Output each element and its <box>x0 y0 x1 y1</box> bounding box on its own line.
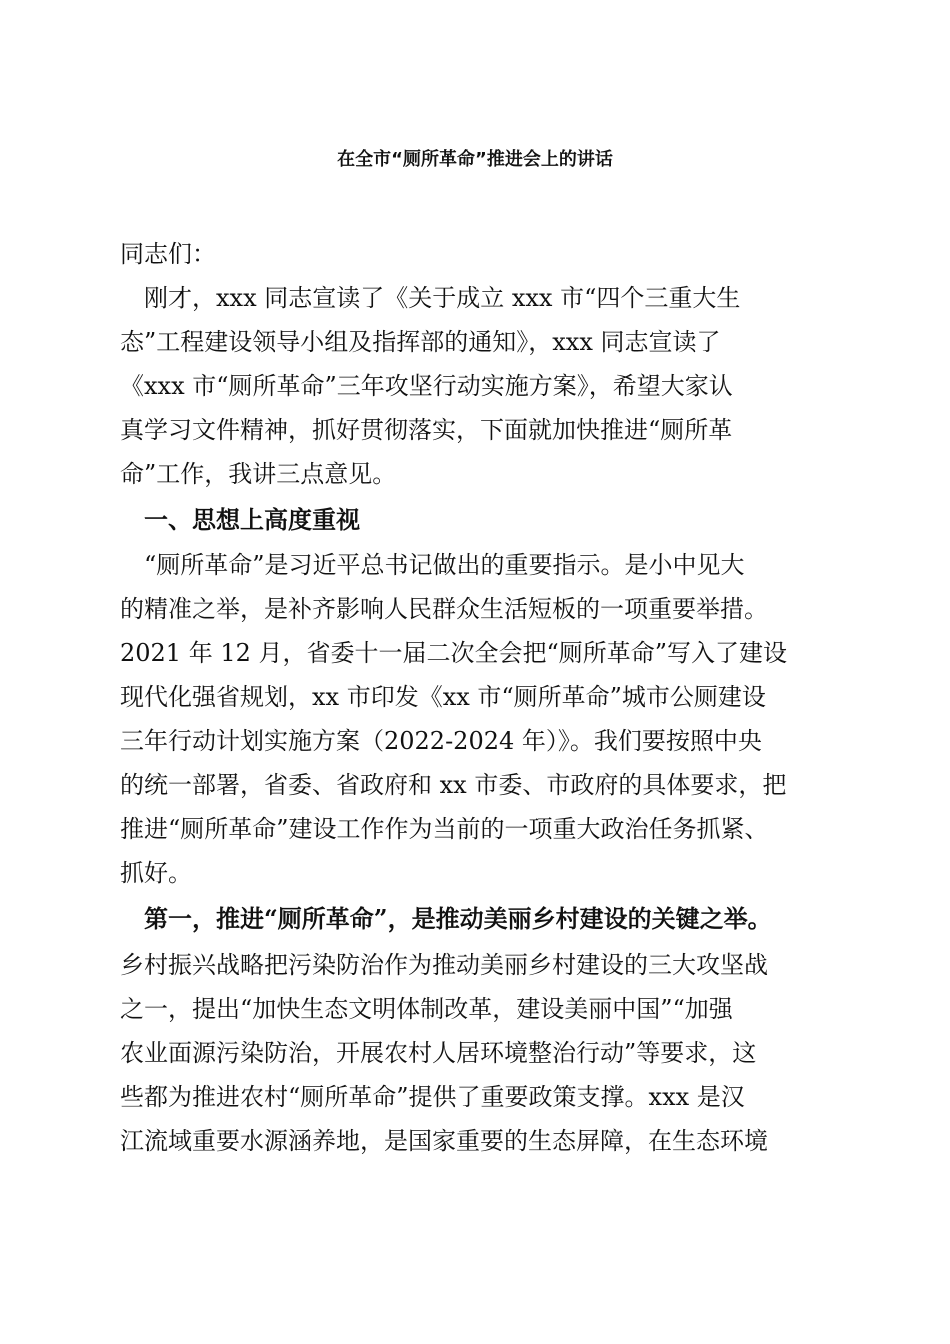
section-heading: 一、思想上高度重视 <box>120 506 360 534</box>
paragraph-line: 态”工程建设领导小组及指挥部的通知》，xxx 同志宣读了 <box>120 328 721 356</box>
paragraph-line: 乡村振兴战略把污染防治作为推动美丽乡村建设的三大攻坚战 <box>120 951 768 979</box>
paragraph-line: 江流域重要水源涵养地，是国家重要的生态屏障，在生态环境 <box>120 1127 768 1155</box>
paragraph-line: 推进“厕所革命”建设工作作为当前的一项重大政治任务抓紧、 <box>120 815 769 843</box>
document-title: 在全市“厕所革命”推进会上的讲话 <box>337 149 613 170</box>
paragraph-line: 之一，提出“加快生态文明体制改革，建设美丽中国”“加强 <box>120 995 733 1023</box>
paragraph-line: 真学习文件精神，抓好贯彻落实，下面就加快推进“厕所革 <box>120 416 733 444</box>
paragraph-line: 三年行动计划实施方案（2022-2024 年）》。我们要按照中央 <box>120 727 762 755</box>
paragraph-line: 抓好。 <box>120 859 192 887</box>
paragraph-line: 些都为推进农村“厕所革命”提供了重要政策支撑。xxx 是汉 <box>120 1083 745 1111</box>
paragraph-line: “厕所革命”是习近平总书记做出的重要指示。是小中见大 <box>120 551 745 579</box>
paragraph-line: 现代化强省规划，xx 市印发《xx 市“厕所革命”城市公厕建设 <box>120 683 766 711</box>
paragraph-line: 《xxx 市“厕所革命”三年攻坚行动实施方案》，希望大家认 <box>120 372 733 400</box>
paragraph-line: 命”工作，我讲三点意见。 <box>120 460 397 488</box>
point-heading: 第一，推进“厕所革命”，是推动美丽乡村建设的关键之举。 <box>120 904 772 933</box>
paragraph-line: 农业面源污染防治，开展农村人居环境整治行动”等要求，这 <box>120 1039 757 1067</box>
salutation: 同志们： <box>120 240 216 268</box>
paragraph-line: 刚才，xxx 同志宣读了《关于成立 xxx 市“四个三重大生 <box>120 284 741 312</box>
paragraph-line: 的统一部署，省委、省政府和 xx 市委、市政府的具体要求，把 <box>120 771 787 799</box>
paragraph-line: 2021 年 12 月，省委十一届二次全会把“厕所革命”写入了建设 <box>120 639 788 667</box>
paragraph-line: 的精准之举，是补齐影响人民群众生活短板的一项重要举措。 <box>120 595 768 623</box>
